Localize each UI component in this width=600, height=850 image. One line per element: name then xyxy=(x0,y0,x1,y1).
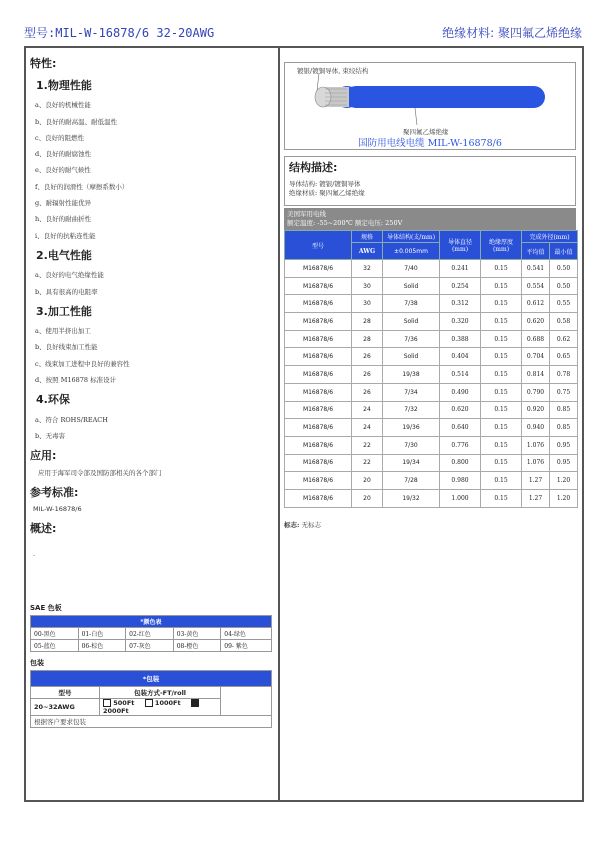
spec-cell: 26 xyxy=(352,383,383,401)
features-title: 特性: xyxy=(30,57,57,70)
opt-1000: 1000Ft xyxy=(154,699,181,708)
spec-cell: 30 xyxy=(352,295,383,313)
spec-cell: 28 xyxy=(352,313,383,331)
packaging-model: 20~32AWG xyxy=(31,699,100,716)
color-cell: 03-黄色 xyxy=(173,628,221,640)
spec-head-tol: ±0.005mm xyxy=(383,243,440,260)
checkbox-2000[interactable] xyxy=(191,699,199,707)
feature-item: b、良好的耐高温、耐低温性 xyxy=(35,117,118,126)
spec-row xyxy=(285,260,578,278)
spec-cell: 19/34 xyxy=(383,454,440,472)
color-cell: 00-黑色 xyxy=(31,628,79,640)
physical-title: 1.物理性能 xyxy=(36,79,92,92)
spec-cell: 0.620 xyxy=(522,313,550,331)
spec-cell: Solid xyxy=(383,277,440,295)
spec-cell: 0.15 xyxy=(481,401,522,419)
spec-cell: 0.50 xyxy=(550,260,578,278)
electrical-list xyxy=(30,270,274,295)
spec-cell: 0.15 xyxy=(481,419,522,437)
spec-head-thick: 绝缘厚度(mm) xyxy=(481,231,522,260)
spec-cell: 1.076 xyxy=(522,436,550,454)
spec-cell: 1.000 xyxy=(440,489,481,507)
spec-cell: 0.514 xyxy=(440,366,481,384)
env-title: 4.环保 xyxy=(36,393,70,407)
spec-cell: 1.20 xyxy=(550,472,578,490)
spec-cell: 20 xyxy=(352,472,383,490)
packaging-col-model: 型号 xyxy=(31,687,100,699)
spec-cell: 0.55 xyxy=(550,295,578,313)
spec-banner xyxy=(284,208,576,230)
spec-cell: 0.776 xyxy=(440,436,481,454)
spec-row xyxy=(285,277,578,295)
spec-cell: M16878/6 xyxy=(285,436,352,454)
spec-cell: 24 xyxy=(352,401,383,419)
spec-cell: M16878/6 xyxy=(285,489,352,507)
spec-cell: 0.15 xyxy=(481,383,522,401)
spec-row xyxy=(285,401,578,419)
left-column xyxy=(30,52,274,728)
spec-cell: 0.388 xyxy=(440,330,481,348)
spec-cell: 1.27 xyxy=(522,472,550,490)
spec-cell: 0.980 xyxy=(440,472,481,490)
spec-cell: M16878/6 xyxy=(285,330,352,348)
spec-cell: 0.814 xyxy=(522,366,550,384)
processing-title: 3.加工性能 xyxy=(36,304,92,318)
structure-conductor: 导体结构: 镀银/镀铜导体 xyxy=(289,180,361,188)
checkbox-500[interactable] xyxy=(103,699,111,707)
spec-banner-1: 美国军用电线 xyxy=(287,210,326,218)
spec-cell: M16878/6 xyxy=(285,454,352,472)
spec-cell: 0.58 xyxy=(550,313,578,331)
diagram-label-top: 镀银/镀铜导体, 束绞结构 xyxy=(297,67,369,75)
spec-row xyxy=(285,295,578,313)
feature-item: f、良好的润滑性（摩擦系数小） xyxy=(35,182,129,191)
spec-cell: 0.320 xyxy=(440,313,481,331)
spec-row xyxy=(285,383,578,401)
spec-cell: 0.554 xyxy=(522,277,550,295)
spec-cell: 22 xyxy=(352,436,383,454)
spec-cell: 26 xyxy=(352,366,383,384)
packaging-table xyxy=(30,670,272,728)
spec-cell: 0.620 xyxy=(440,401,481,419)
spec-cell: 0.15 xyxy=(481,277,522,295)
spec-cell: 0.704 xyxy=(522,348,550,366)
feature-item: i、良好的抗粘连性能 xyxy=(35,231,96,240)
spec-cell: 0.920 xyxy=(522,401,550,419)
wire-insulation xyxy=(345,86,545,108)
spec-head-size: 规格 xyxy=(352,231,383,243)
spec-row xyxy=(285,330,578,348)
feature-item: h、良好的耐曲折性 xyxy=(35,215,92,224)
env-list xyxy=(30,415,274,440)
spec-row xyxy=(285,489,578,507)
spec-cell: 1.27 xyxy=(522,489,550,507)
diagram-label-bottom: 聚四氟乙烯绝缘 xyxy=(403,128,449,136)
packaging-options xyxy=(100,699,221,716)
application-text: 应用于海军司令部及国防部相关的各个部门 xyxy=(38,469,162,478)
document-frame xyxy=(24,46,584,802)
spec-cell: 0.50 xyxy=(550,277,578,295)
overview-title: 概述: xyxy=(30,522,57,536)
spec-cell: 0.15 xyxy=(481,330,522,348)
structure-box xyxy=(284,156,576,206)
spec-cell: 7/30 xyxy=(383,436,440,454)
spec-head-avg: 平均值 xyxy=(522,243,550,260)
marking-line xyxy=(284,520,576,529)
feature-item: c、良好的阻燃性 xyxy=(35,133,85,142)
spec-cell: 0.15 xyxy=(481,348,522,366)
spec-row xyxy=(285,366,578,384)
overview-text: . xyxy=(33,550,36,559)
spec-cell: 0.688 xyxy=(522,330,550,348)
spec-cell: 0.15 xyxy=(481,454,522,472)
packaging-note: 根据客户要求包装 xyxy=(31,716,272,728)
spec-cell: 7/28 xyxy=(383,472,440,490)
color-cell: 02-红色 xyxy=(126,628,174,640)
spec-cell: 19/36 xyxy=(383,419,440,437)
packaging-title: 包装 xyxy=(30,659,44,668)
structure-insulation: 绝缘材质: 聚四氟乙烯绝缘 xyxy=(289,189,365,197)
spec-cell: 0.312 xyxy=(440,295,481,313)
spec-cell: 26 xyxy=(352,348,383,366)
spec-cell: 0.404 xyxy=(440,348,481,366)
feature-item: b、无毒害 xyxy=(35,431,66,440)
electrical-title: 2.电气性能 xyxy=(36,248,92,262)
spec-cell: 7/32 xyxy=(383,401,440,419)
spec-cell: 0.78 xyxy=(550,366,578,384)
color-cell: 08-橙色 xyxy=(173,640,221,652)
spec-cell: 0.95 xyxy=(550,436,578,454)
spec-cell: M16878/6 xyxy=(285,313,352,331)
spec-cell: 0.790 xyxy=(522,383,550,401)
spec-row xyxy=(285,436,578,454)
spec-cell: 19/32 xyxy=(383,489,440,507)
spec-table xyxy=(284,230,578,508)
spec-cell: 0.612 xyxy=(522,295,550,313)
spec-cell: 30 xyxy=(352,277,383,295)
spec-cell: M16878/6 xyxy=(285,295,352,313)
spec-cell: M16878/6 xyxy=(285,366,352,384)
page-header xyxy=(24,24,582,42)
spec-cell: 0.15 xyxy=(481,295,522,313)
spec-cell: 0.15 xyxy=(481,489,522,507)
column-divider xyxy=(278,48,280,800)
color-cell: 04-绿色 xyxy=(221,628,272,640)
spec-cell: M16878/6 xyxy=(285,401,352,419)
packaging-col-method: 包装方式-FT/roll xyxy=(100,687,221,699)
spec-cell: 24 xyxy=(352,419,383,437)
spec-cell: 20 xyxy=(352,489,383,507)
feature-item: a、良好的电气绝缘性能 xyxy=(35,271,104,280)
feature-item: a、使用半挤出加工 xyxy=(35,327,91,336)
spec-cell: 0.65 xyxy=(550,348,578,366)
feature-item: a、符合 ROHS/REACH xyxy=(35,415,108,424)
spec-cell: 7/36 xyxy=(383,330,440,348)
reference-title: 参考标准: xyxy=(30,486,79,500)
spec-head-dia: 导体直径(mm) xyxy=(440,231,481,260)
processing-list xyxy=(30,326,274,384)
model-title: 型号:MIL-W-16878/6 32-20AWG xyxy=(24,26,215,40)
spec-cell: 7/34 xyxy=(383,383,440,401)
spec-cell: 0.940 xyxy=(522,419,550,437)
spec-cell: 0.241 xyxy=(440,260,481,278)
spec-cell: 0.254 xyxy=(440,277,481,295)
application-title: 应用: xyxy=(30,449,57,463)
spec-cell: 0.62 xyxy=(550,330,578,348)
marking-label: 标志: xyxy=(284,520,300,529)
spec-cell: 0.541 xyxy=(522,260,550,278)
spec-cell: 7/38 xyxy=(383,295,440,313)
color-table xyxy=(30,615,272,652)
physical-list xyxy=(30,100,274,239)
color-table-head: *颜色表 xyxy=(31,616,272,628)
feature-item: g、耐辐射性能优异 xyxy=(35,199,92,208)
spec-head-cond: 导体结构(支/mm) xyxy=(383,231,440,243)
spec-head-awg: AWG xyxy=(352,243,383,260)
feature-item: d、按照 M16878 标准设计 xyxy=(35,376,117,385)
spec-cell: 0.85 xyxy=(550,401,578,419)
spec-cell: M16878/6 xyxy=(285,260,352,278)
color-cell: 05-蓝色 xyxy=(31,640,79,652)
spec-cell: 0.15 xyxy=(481,436,522,454)
insulation-title: 绝缘材料: 聚四氟乙烯绝缘 xyxy=(442,26,582,40)
packaging-head: *包装 xyxy=(31,671,272,687)
spec-cell: 0.15 xyxy=(481,366,522,384)
spec-row xyxy=(285,348,578,366)
spec-cell: 22 xyxy=(352,454,383,472)
spec-body xyxy=(285,260,578,508)
spec-cell: 7/40 xyxy=(383,260,440,278)
feature-item: d、良好的耐腐蚀性 xyxy=(35,150,92,159)
feature-item: a、良好的机械性能 xyxy=(35,101,91,110)
diagram-caption: 国防用电线电缆 MIL-W-16878/6 xyxy=(358,138,502,149)
spec-cell: Solid xyxy=(383,348,440,366)
feature-item: b、具有很高的电阻率 xyxy=(35,287,98,296)
spec-row xyxy=(285,419,578,437)
spec-head-min: 最小值 xyxy=(550,243,578,260)
feature-item: c、线束加工进程中良好的兼容性 xyxy=(35,359,130,368)
feature-item: b、良好线束加工性能 xyxy=(35,343,98,352)
spec-cell: M16878/6 xyxy=(285,277,352,295)
wire-diagram xyxy=(284,62,576,150)
spec-cell: 0.15 xyxy=(481,472,522,490)
spec-cell: M16878/6 xyxy=(285,348,352,366)
spec-row xyxy=(285,472,578,490)
spec-cell: Solid xyxy=(383,313,440,331)
spec-cell: M16878/6 xyxy=(285,419,352,437)
spec-banner-2: 额定温度: -55~200℃ 额定电压: 250V xyxy=(287,219,403,227)
spec-cell: 0.85 xyxy=(550,419,578,437)
spec-cell: 19/38 xyxy=(383,366,440,384)
spec-cell: 0.800 xyxy=(440,454,481,472)
spec-cell: M16878/6 xyxy=(285,472,352,490)
spec-row xyxy=(285,454,578,472)
feature-item: e、良好的耐气候性 xyxy=(35,166,91,175)
structure-title: 结构描述: xyxy=(289,161,338,174)
spec-cell: 0.95 xyxy=(550,454,578,472)
spec-cell: M16878/6 xyxy=(285,383,352,401)
spec-cell: 1.20 xyxy=(550,489,578,507)
spec-head-model: 型号 xyxy=(285,231,352,260)
checkbox-1000[interactable] xyxy=(145,699,153,707)
color-cell: 07-灰色 xyxy=(126,640,174,652)
reference-text: MIL-W-16878/6 xyxy=(33,505,82,514)
right-column xyxy=(284,62,576,529)
spec-head-od: 完成外径(mm) xyxy=(522,231,578,243)
color-cell: 06-棕色 xyxy=(78,640,126,652)
spec-cell: 28 xyxy=(352,330,383,348)
marking-value: 无标志 xyxy=(301,520,321,529)
opt-2000: 2000Ft xyxy=(103,707,129,716)
spec-cell: 0.15 xyxy=(481,313,522,331)
spec-cell: 0.75 xyxy=(550,383,578,401)
color-cell: 01-白色 xyxy=(78,628,126,640)
spec-cell: 0.640 xyxy=(440,419,481,437)
color-cell: 09- 紫色 xyxy=(221,640,272,652)
spec-cell: 32 xyxy=(352,260,383,278)
spec-cell: 1.076 xyxy=(522,454,550,472)
sae-title: SAE 色板 xyxy=(30,604,62,613)
spec-row xyxy=(285,313,578,331)
spec-cell: 0.15 xyxy=(481,260,522,278)
opt-500: 500Ft xyxy=(113,699,135,708)
spec-cell: 0.490 xyxy=(440,383,481,401)
